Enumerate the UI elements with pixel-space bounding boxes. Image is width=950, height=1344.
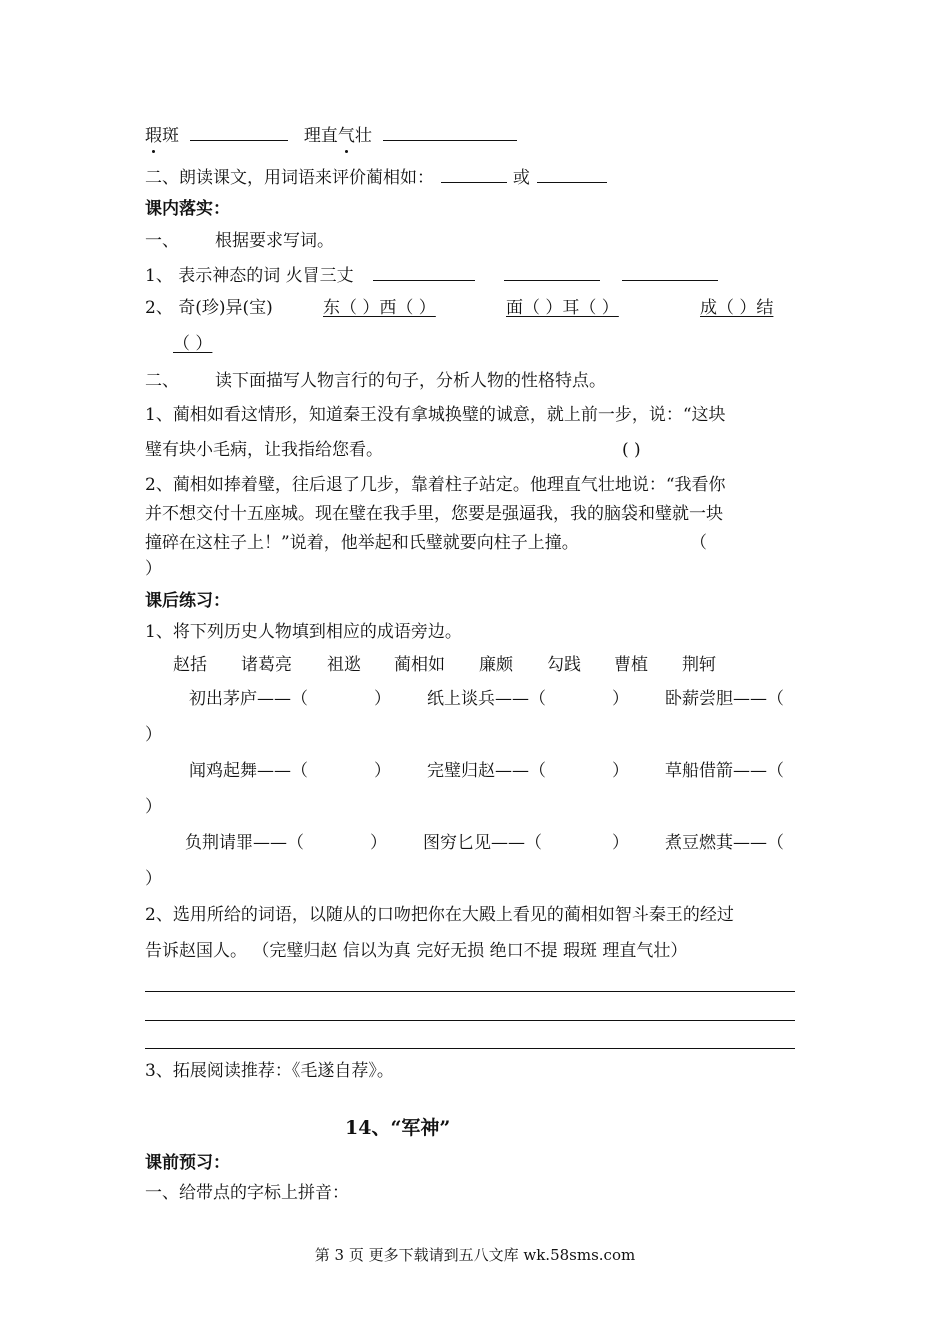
question-1 (145, 264, 718, 287)
keinei-part-2 (145, 370, 606, 392)
keqian-part-1: 一、给带点的字标上拼音： (145, 1183, 349, 1203)
passage-2-line-1: 2、蔺相如捧着璧，往后退了几步，靠着柱子站定。他理直气壮地说：“我看你 (145, 475, 726, 495)
question-text: 2、 奇(珍)异(宝) (145, 298, 273, 318)
name-5: 勾践 (547, 655, 581, 675)
name-2: 祖逖 (327, 655, 361, 675)
exercise-1-text: 1、将下列历史人物填到相应的成语旁边。 (145, 622, 462, 642)
word-text: 壮 (354, 126, 372, 146)
answer-paren-close: ） (145, 559, 162, 579)
writing-line[interactable] (145, 1020, 795, 1021)
part-number: 二、 (145, 371, 179, 391)
idiom-item: 图穷匕见——（ (423, 833, 542, 853)
idiom-item: 负荆请罪——（ (185, 833, 304, 853)
idiom-fill-c[interactable]: 成（ ）结 (700, 298, 774, 318)
answer-blank[interactable] (504, 264, 600, 281)
idiom-item: 草船借箭——（ (665, 761, 784, 781)
idiom-fill-a[interactable]: 东（ ）西（ ） (323, 298, 436, 318)
answer-blank[interactable] (373, 264, 475, 281)
name-7: 荆轲 (682, 655, 716, 675)
exercise-3-text: 3、拓展阅读推荐：《毛遂自荐》。 (145, 1061, 394, 1081)
dotted-char: 瑕 (145, 126, 162, 146)
passage-1-line-2: 璧有块小毛病，让我指给您看。 (145, 440, 383, 460)
passage-2-line-3: 撞碎在这柱子上！”说着，他举起和氏璧就要向柱子上撞。 (145, 533, 579, 553)
idiom-paren-close: ） (145, 869, 162, 889)
answer-blank[interactable] (622, 264, 718, 281)
answer-blank[interactable] (537, 166, 607, 183)
idiom-fill-b[interactable]: 面（ ）耳（ ） (506, 298, 619, 318)
idiom-item: 完璧归赵——（ (427, 761, 546, 781)
name-0: 赵括 (173, 655, 207, 675)
part-text: 根据要求写词。 (215, 231, 334, 251)
word-text: 斑 (162, 126, 179, 146)
word-annotation-line (145, 124, 517, 147)
passage-2-line-2: 并不想交付十五座城。现在璧在我手里，您要是强逼我，我的脑袋和璧就一块 (145, 504, 723, 524)
question-text: 1、 表示神态的词 火冒三丈 (145, 266, 354, 286)
answer-paren-open[interactable]: （ (690, 533, 707, 553)
writing-line[interactable] (145, 991, 795, 992)
idiom-paren-close: ） (370, 833, 387, 853)
answer-blank[interactable] (441, 166, 507, 183)
idiom-paren-close: ） (145, 797, 162, 817)
section-heading-keqian: 课前预习： (145, 1153, 230, 1173)
name-6: 曹植 (614, 655, 648, 675)
exercise-2-line-2: 告诉赵国人。 （完璧归赵 信以为真 完好无损 绝口不提 瑕斑 理直气壮） (145, 941, 688, 961)
name-4: 廉颇 (479, 655, 513, 675)
part-text: 读下面描写人物言行的句子，分析人物的性格特点。 (215, 371, 606, 391)
idiom-item: 卧薪尝胆——（ (665, 689, 784, 709)
keinei-part-1 (145, 230, 334, 252)
idiom-item: 初出茅庐——（ (189, 689, 308, 709)
dotted-char: 气 (337, 126, 355, 146)
answer-parens[interactable]: ( ) (622, 440, 641, 460)
part-number: 一、 (145, 231, 179, 251)
or-text: 或 (512, 168, 530, 188)
idiom-paren-close: ） (612, 833, 629, 853)
writing-line[interactable] (145, 1048, 795, 1049)
section-heading-keinei: 课内落实： (145, 199, 230, 219)
idiom-fill-d[interactable]: （ ） (173, 334, 213, 354)
answer-blank[interactable] (190, 124, 288, 141)
idiom-paren-close: ） (612, 761, 629, 781)
idiom-item: 纸上谈兵——（ (427, 689, 546, 709)
name-3: 蔺相如 (394, 655, 445, 675)
answer-blank[interactable] (383, 124, 517, 141)
question-2 (145, 297, 273, 319)
idiom-item: 闻鸡起舞——（ (189, 761, 308, 781)
name-1: 诸葛亮 (241, 655, 292, 675)
lesson-title: 14、“军神” (345, 1117, 451, 1139)
passage-1-line-1: 1、蔺相如看这情形，知道秦王没有拿城换璧的诚意，就上前一步，说：“这块 (145, 405, 726, 425)
question-text: 二、朗读课文，用词语来评价蔺相如： (145, 168, 434, 188)
idiom-item: 煮豆燃萁——（ (665, 833, 784, 853)
word-text: 理直 (303, 126, 338, 146)
exercise-2-line-1: 2、选用所给的词语，以随从的口吻把你在大殿上看见的蔺相如智斗秦王的经过 (145, 905, 734, 925)
page-footer: 第 3 页 更多下载请到五八文库 wk.58sms.com (314, 1246, 636, 1264)
evaluate-question (145, 166, 607, 189)
idiom-paren-close: ） (612, 689, 629, 709)
idiom-paren-close: ） (145, 725, 162, 745)
idiom-paren-close: ） (374, 761, 391, 781)
section-heading-kehou: 课后练习： (145, 591, 230, 611)
idiom-paren-close: ） (374, 689, 391, 709)
